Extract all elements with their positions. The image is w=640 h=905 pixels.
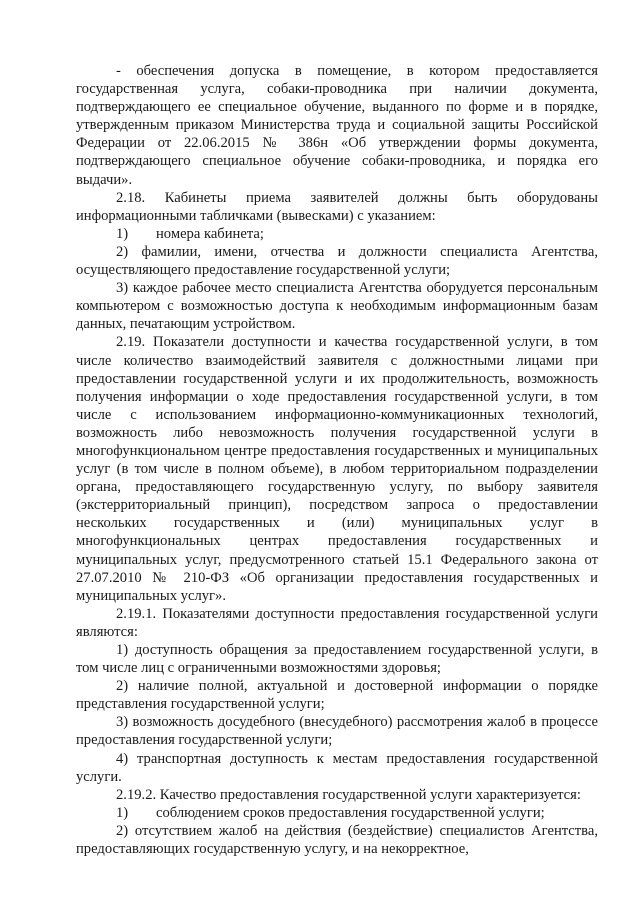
- paragraph-2-18-item-2: 2) фамилии, имени, отчества и должности специалиста Агентства, осуществляющего предоставление государственной услуги;: [76, 243, 598, 279]
- list-item: [76, 225, 598, 243]
- paragraph-2-19-1-item-4: 4) транспортная доступность к местам предоставления государственной услуги.: [76, 750, 598, 785]
- list-item-text: номера кабинета;: [156, 225, 264, 242]
- paragraph-2-18: 2.18. Кабинеты приема заявителей должны быть оборудованы информационными табличками (вывесками) с указанием:: [76, 189, 598, 224]
- paragraph-2-19-2-item-2: 2) отсутствием жалоб на действия (бездействие) специалистов Агентства, предоставляющих государственную услугу, и на некорректное,: [76, 822, 598, 858]
- list-item: [76, 804, 598, 822]
- document-body: [76, 62, 598, 858]
- list-item-number: 1): [116, 804, 129, 821]
- paragraph-2-19-2: 2.19.2. Качество предоставления государственной услуги характеризуется:: [116, 786, 581, 803]
- paragraph-2-19-1-item-1: 1) доступность обращения за предоставлением государственной услуги, в том числе лиц с ограниченными возможностями здоровья;: [76, 642, 598, 677]
- paragraph-2-19-1-item-2: 2) наличие полной, актуальной и достоверной информации о порядке представления государственной услуги;: [76, 678, 598, 713]
- paragraph-2-19-1: 2.19.1. Показателями доступности предоставления государственной услуги являются:: [76, 605, 598, 640]
- paragraph-guide-dog: - обеспечения допуска в помещение, в котором предоставляется государственная услуга, собаки-проводника при наличии документа, подтверждающего ее специальное обучение, выданного по форме и в порядке, утвержденным приказом Министерства труда и социальной защиты Российской Федерации от 22.06.2015 № 386н «Об утверждении формы документа, подтверждающего специальное обучение собаки-проводника, и порядка его выдачи».: [76, 63, 598, 188]
- paragraph-2-19: 2.19. Показатели доступности и качества государственной услуги, в том числе количество взаимодействий заявителя с должностными лицами при предоставлении государственной услуги и их продолжительность, возможность получения информации о ходе предоставления государственной услуги, в том числе с использованием информационно-коммуникационных технологий, возможность либо невозможность получения государственной услуги в многофункциональном центре предоставления государственных и муниципальных услуг (в том числе в полном объеме), в любом территориальном подразделении органа, предоставляющего государственную услугу, по выбору заявителя (экстерриториальный принцип), посредством запроса о предоставлении нескольких государственных и (или) муниципальных услуг в многофункциональных центрах предоставления государственных и муниципальных услуг, предусмотренного статьей 15.1 Федерального закона от 27.07.2010 № 210-ФЗ «Об организации предоставления государственных и муниципальных услуг».: [76, 334, 598, 604]
- list-item-number: 1): [116, 225, 129, 242]
- paragraph-2-19-1-item-3: 3) возможность досудебного (внесудебного) рассмотрения жалоб в процессе предоставления государственной услуги;: [76, 714, 598, 749]
- paragraph-2-18-item-3: 3) каждое рабочее место специалиста Агентства оборудуется персональным компьютером с возможностью доступа к необходимым информационным базам данных, печатающим устройством.: [76, 280, 598, 333]
- list-item-text: соблюдением сроков предоставления государственной услуги;: [156, 804, 545, 821]
